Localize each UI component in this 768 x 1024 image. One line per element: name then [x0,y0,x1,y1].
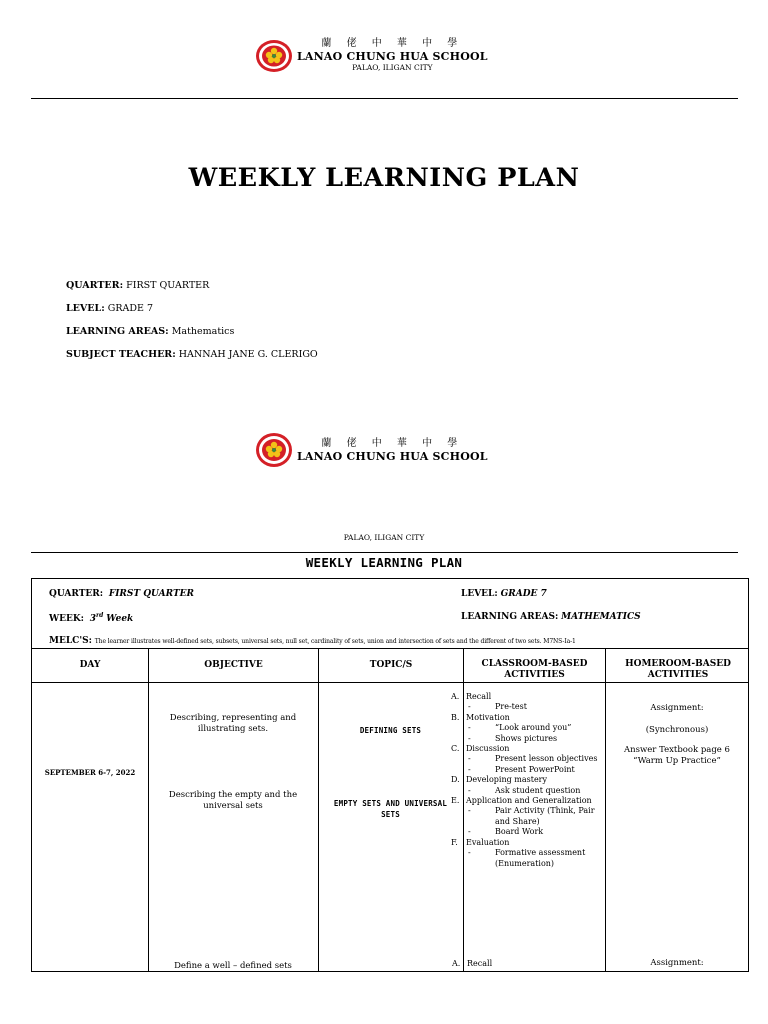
column-header-day: DAY [79,660,101,670]
activity-subitem: - Shows pictures [468,733,558,743]
school-name: LANAO CHUNG HUA SCHOOL [297,449,488,463]
plan-week: WEEK: 3rd Week [49,612,134,624]
plan-title: WEEKLY LEARNING PLAN [305,555,463,570]
plan-table [31,578,749,972]
header-divider [31,98,738,99]
table-header-bottom-line [32,682,748,683]
column-header-topics: TOPIC/S [369,660,413,670]
activity-item: A. Recall [451,692,492,701]
col-divider [605,648,606,971]
objective-1: Describing, representing and illustrating sets. [169,713,297,734]
activity-item: E. Application and Generalization [451,796,592,806]
page-title: WEEKLY LEARNING PLAN [188,163,580,193]
column-header-objective: OBJECTIVE [204,660,263,670]
info-learning-areas: LEARNING AREAS: Mathematics [66,326,235,337]
school-location-2: PALAO, ILIGAN CITY [343,533,425,542]
activity-item: B. Motivation [451,712,510,722]
column-header-classroom: CLASSROOM-BASED ACTIVITIES [481,659,588,680]
classroom-activities-list [451,692,601,869]
activity-subitem: - Present PowerPoint [468,764,575,774]
column-header-homeroom: HOMEROOM-BASED ACTIVITIES [625,659,731,680]
info-subject-teacher: SUBJECT TEACHER: HANNAH JANE G. CLERIGO [66,349,318,360]
plan-level: LEVEL: GRADE 7 [461,589,547,599]
activity-subitem: - Formative assessment (Enumeration) [468,848,586,868]
activity-subitem: - “Look around you” [468,723,572,733]
activity-subitem: - Present lesson objectives [468,754,598,764]
school-logo-icon [255,39,293,73]
topic-1: DEFINING SETS [359,726,422,735]
school-chinese-name: 蘭 佬 中 華 中 學 [321,437,464,449]
homeroom-next-assignment: Assignment: [650,958,704,968]
school-name: LANAO CHUNG HUA SCHOOL [297,50,488,63]
activity-item: D. Developing mastery [451,775,548,785]
day-date: SEPTEMBER 6-7, 2022 [44,768,136,777]
school-chinese-name: 蘭 佬 中 華 中 學 [321,38,464,49]
activity-item: F. Evaluation [451,837,510,847]
col-divider [148,648,149,971]
homeroom-mode: (Synchronous) [645,725,709,735]
next-activity: A. Recall [452,959,493,968]
objective-2: Describing the empty and the universal sets [168,790,298,811]
school-header [255,38,488,73]
plan-melc: MELC'S: The learner illustrates well-defined sets, subsets, universal sets, null set, cardinality of sets, union and intersection of sets and the different of two sets. M7NS-Ia-1 [49,636,576,646]
school-logo-icon [255,432,293,468]
activity-subitem: - Pair Activity (Think, Pair and Share) [468,806,595,826]
school-header-2 [255,432,488,468]
header-divider-2 [31,552,738,553]
school-location: PALAO, ILIGAN CITY [352,63,433,72]
info-level: LEVEL: GRADE 7 [66,303,153,314]
objective-3: Define a well – defined sets [174,961,292,971]
activity-item: C. Discussion [451,744,510,754]
col-divider [318,648,319,971]
info-quarter: QUARTER: FIRST QUARTER [66,280,210,291]
homeroom-task-title: “Warm Up Practice” [633,756,721,766]
plan-quarter: QUARTER: FIRST QUARTER [49,589,194,599]
activity-subitem: - Board Work [468,827,544,837]
topic-2: EMPTY SETS AND UNIVERSAL SETS [333,799,448,819]
activity-subitem: - Ask student question [468,785,581,795]
homeroom-task: Answer Textbook page 6 [624,745,730,755]
homeroom-assignment: Assignment: [650,703,704,713]
table-header-top-line [32,648,748,649]
plan-learning-areas: LEARNING AREAS: MATHEMATICS [461,612,641,622]
activity-subitem: - Pre-test [468,702,527,712]
